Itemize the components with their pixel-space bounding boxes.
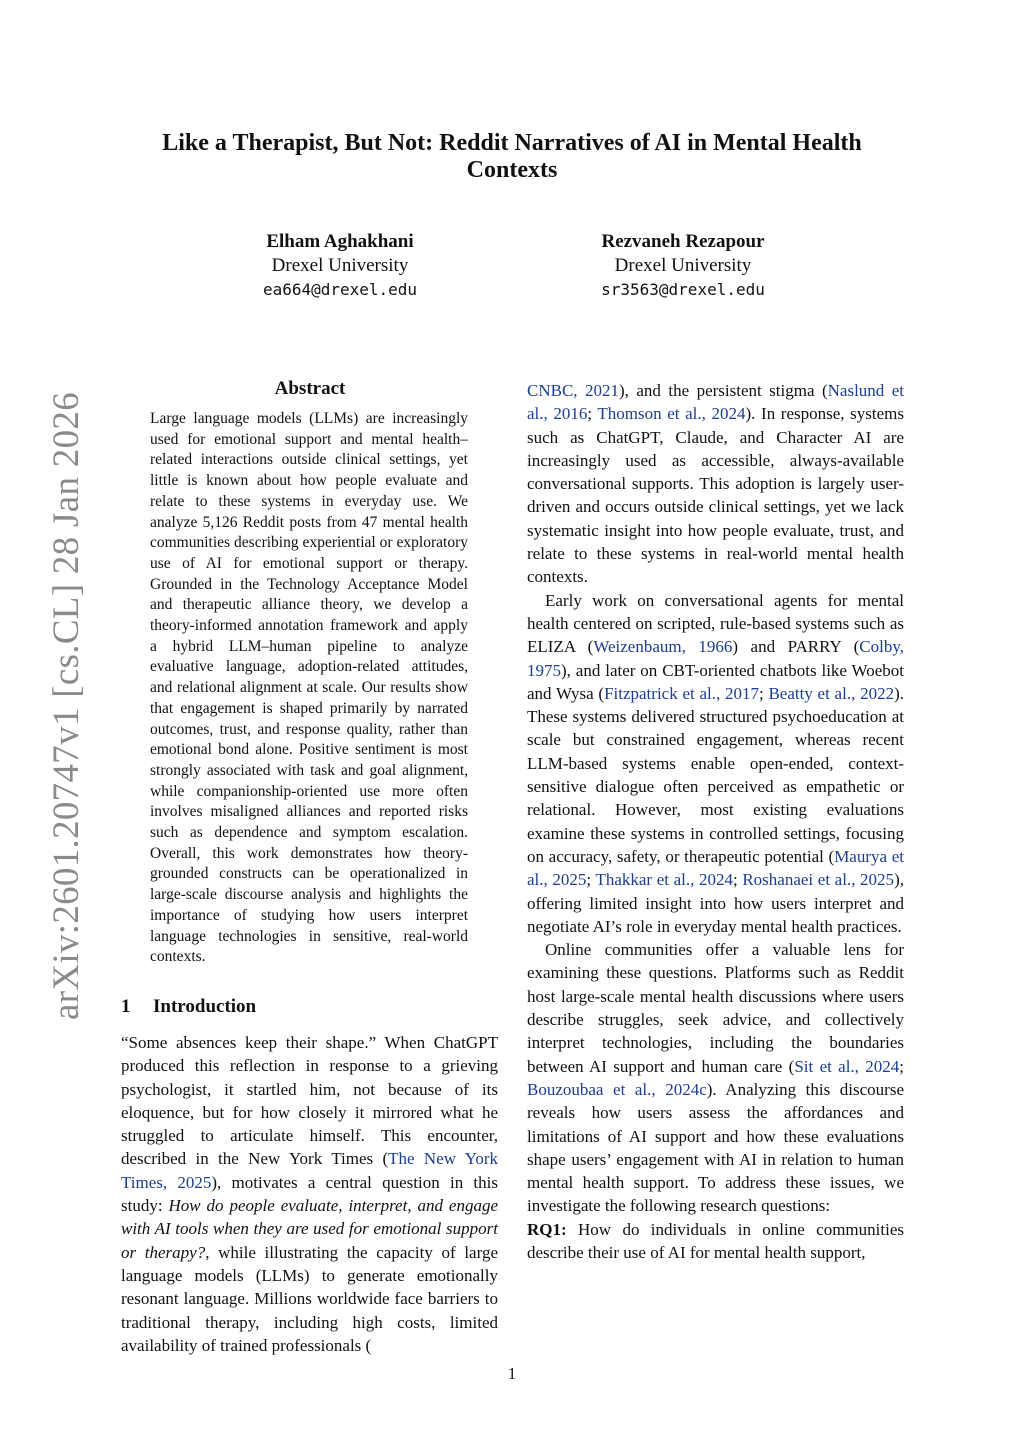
body-text: ). Analyzing this discourse reveals how users assess the affordances and limitations of AI support and how these evaluations shape users’ engagement with AI in relation to human mental health support. To address these issues, we investigate the following research questions: xyxy=(527,1079,904,1216)
citation-link[interactable]: Thakkar et al., 2024 xyxy=(595,870,733,890)
citation-link[interactable]: Bouzoubaa et al., 2024c xyxy=(527,1079,707,1099)
body-text: ), offering limited insight into how users interpret and negotiate AI’s role in everyday mental health practices. xyxy=(527,870,904,936)
author-block-1 xyxy=(200,230,480,302)
citation-link[interactable]: Naslund et al., 2016 xyxy=(527,381,905,424)
body-text: ). In response, systems such as ChatGPT, Claude, and Character AI are increasingly used as accessible, always-available conversational supports. This adoption is largely user-driven and occurs outside clinical settings, yet we lack systematic insight into how people evaluate, trust, and relate to these systems in real-world mental health contexts. xyxy=(527,404,904,587)
body-text: , while illustrating the capacity of large language models (LLMs) to generate emotionally resonant language. Millions worldwide face barriers to traditional therapy, including high costs, limited availability of trained professionals ( xyxy=(121,1242,499,1355)
intro-paragraph-3 xyxy=(527,938,904,1218)
page-number: 1 xyxy=(507,1364,517,1383)
citation-link[interactable]: Weizenbaum, 1966 xyxy=(593,637,733,657)
section-heading-introduction xyxy=(121,996,256,1018)
section-title: Introduction xyxy=(153,996,257,1017)
body-text: ), motivates a central question in this study: xyxy=(121,1172,498,1216)
body-text: Early work on conversational agents for mental health centered on scripted, rule-based systems such as ELIZA ( xyxy=(527,590,904,657)
intro-paragraph-2 xyxy=(527,589,904,938)
intro-paragraph-1-left-column xyxy=(121,1031,498,1357)
citation-separator: ; xyxy=(758,683,769,703)
author-affiliation: Drexel University xyxy=(614,255,752,276)
citation-link[interactable]: Thomson et al., 2024 xyxy=(597,404,746,424)
body-text: ) and PARRY ( xyxy=(732,637,860,657)
section-number: 1 xyxy=(121,996,131,1017)
author-name: Rezvaneh Rezapour xyxy=(601,231,765,252)
citation-link[interactable]: Roshanaei et al., 2025 xyxy=(742,870,895,890)
citation-link[interactable]: The New York Times, 2025 xyxy=(121,1149,498,1192)
rq-label: RQ1: xyxy=(527,1219,567,1239)
author-email[interactable]: ea664@drexel.edu xyxy=(262,280,418,299)
abstract-text: Large language models (LLMs) are increasingly used for emotional support and mental health–related interactions outside clinical settings, yet little is known about how people evaluate and relate to these systems in everyday use. We analyze 5,126 Reddit posts from 47 mental health communities describing experiential or exploratory use of AI for emotional support or therapy. Grounded in the Technology Acceptance Model and therapeutic alliance theory, we develop a theory-informed annotation framework and apply a hybrid LLM–human pipeline to analyze evaluative language, adoption-related attitudes, and relational alignment at scale. Our results show that engagement is shaped primarily by narrated outcomes, trust, and response quality, rather than emotional bond alone. Positive sentiment is most strongly associated with task and goal alignment, while companionship-oriented use more often involves misaligned alliances and reported risks such as dependence and symptom escalation. Overall, this work demonstrates how theory-grounded constructs can be operationalized in large-scale discourse analysis and highlights the importance of studying how users interpret language technologies in sensitive, real-world contexts. xyxy=(150,410,468,966)
body-text: ), and the persistent stigma ( xyxy=(619,381,828,400)
body-text: ), and later on CBT-oriented chatbots like Woebot and Wysa ( xyxy=(527,660,904,703)
citation-separator: ; xyxy=(732,870,743,890)
body-text: “Some absences keep their shape.” When ChatGPT produced this reflection in response to a grieving psychologist, it startled him, not because of its eloquence, but for how closely it mirrored what he struggled to articulate himself. This encounter, described in the New York Times ( xyxy=(121,1033,498,1169)
citation-link[interactable]: Sit et al., 2024 xyxy=(794,1056,900,1076)
citation-link[interactable]: CNBC, 2021 xyxy=(527,381,619,400)
body-text: Online communities offer a valuable lens for examining these questions. Platforms such as Reddit host large-scale mental health discussions where users describe struggles, seek advice, and collectively interpret technologies, including the boundaries between AI support and human care ( xyxy=(527,940,904,1076)
rq-text: How do individuals in online communities describe their use of AI for mental health support, xyxy=(527,1219,904,1262)
right-column xyxy=(527,379,904,1264)
citation-link[interactable]: Beatty et al., 2022 xyxy=(768,683,895,703)
citation-separator: ; xyxy=(586,870,596,890)
research-question-1 xyxy=(527,1218,904,1265)
abstract-heading: Abstract xyxy=(274,378,346,399)
citation-separator: ; xyxy=(587,404,598,424)
paper-title: Like a Therapist, But Not: Reddit Narratives of AI in Mental Health Contexts xyxy=(162,130,862,183)
author-affiliation: Drexel University xyxy=(271,255,409,276)
citation-link[interactable]: Maurya et al., 2025 xyxy=(527,846,905,890)
author-block-2 xyxy=(543,230,823,302)
body-text: ). These systems delivered structured psychoeducation at scale but constrained engagement, whereas recent LLM-based systems enable open-ended, context-sensitive dialogue often perceived as empathetic or relational. However, most existing evaluations examine these systems in controlled settings, focusing on accuracy, safety, or therapeutic potential ( xyxy=(527,683,904,866)
author-name: Elham Aghakhani xyxy=(266,231,414,252)
citation-separator: ; xyxy=(899,1056,904,1076)
author-email[interactable]: sr3563@drexel.edu xyxy=(601,280,765,299)
arxiv-identifier: arXiv:2601.20747v1 [cs.CL] 28 Jan 2026 xyxy=(46,392,87,1020)
central-question: How do people evaluate, interpret, and engage with AI tools when they are used for emotional support or therapy? xyxy=(121,1196,499,1262)
citation-link[interactable]: Colby, 1975 xyxy=(527,637,904,680)
intro-paragraph-1-continued xyxy=(527,379,904,589)
citation-link[interactable]: Fitzpatrick et al., 2017 xyxy=(604,683,759,703)
